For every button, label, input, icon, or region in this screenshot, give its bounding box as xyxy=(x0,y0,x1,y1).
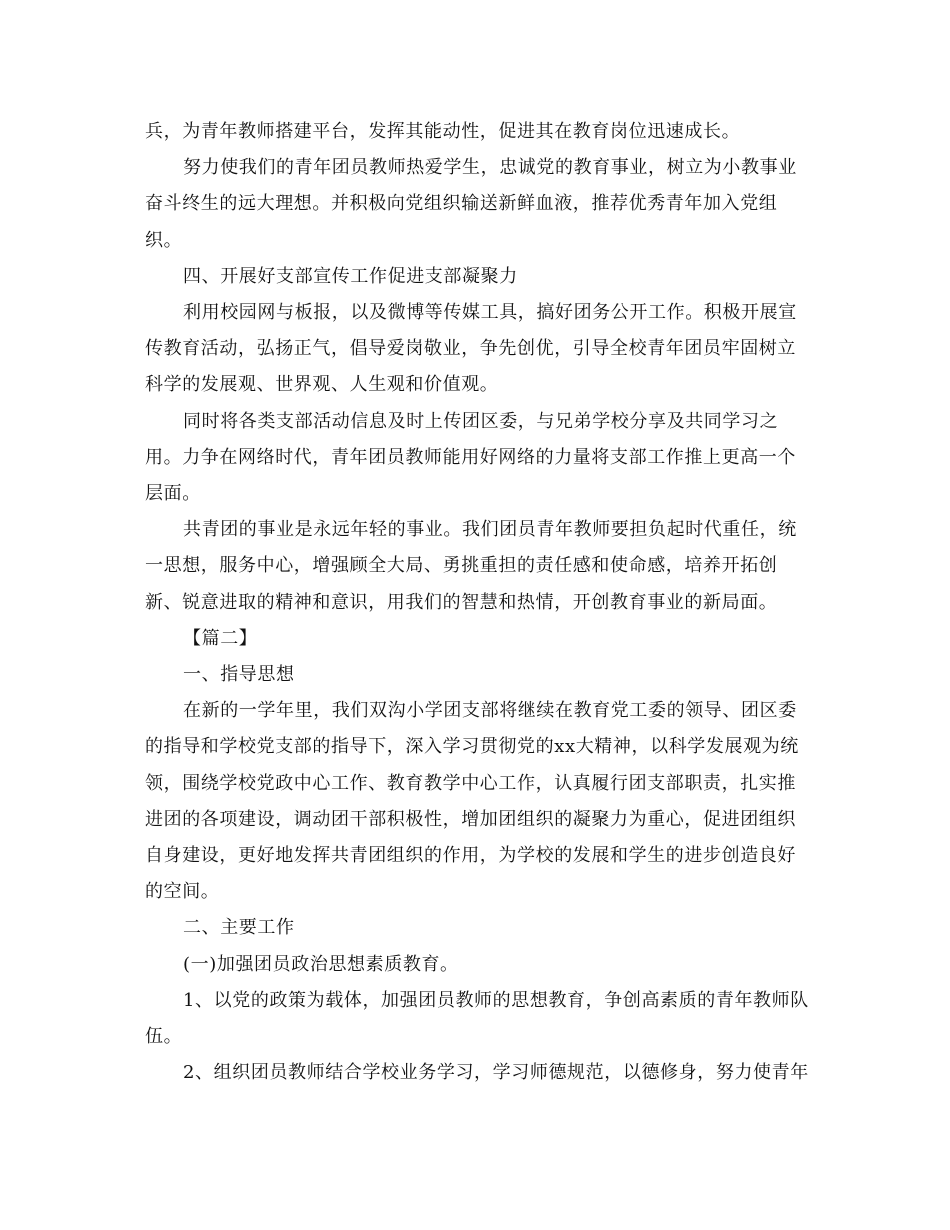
text-line: 利用校园网与板报，以及微博等传媒工具，搞好团务公开工作。积极开展宣 xyxy=(183,302,797,324)
text-line: 新、锐意进取的精神和意识，用我们的智慧和热情，开创教育事业的新局面。 xyxy=(145,591,778,613)
text-line: 在新的一学年里，我们双沟小学团支部将继续在教育党工委的领导、团区委 xyxy=(183,700,797,722)
text-line: 的空间。 xyxy=(145,881,220,903)
section-heading: 一、指导思想 xyxy=(183,664,295,686)
text-line: 自身建设，更好地发挥共青团组织的作用，为学校的发展和学生的进步创造良好 xyxy=(145,845,796,867)
text-line: 兵，为青年教师搭建平台，发挥其能动性，促进其在教育岗位迅速成长。 xyxy=(145,121,741,142)
subsection-heading: (一)加强团员政治思想素质教育。 xyxy=(183,953,459,975)
text-line: 1、以党的政策为载体，加强团员教师的思想教育，争创高素质的青年教师队 xyxy=(183,989,809,1011)
text-line: 科学的发展观、世界观、人生观和价值观。 xyxy=(145,374,499,396)
text-line: 用。力争在网络时代，青年团员教师能用好网络的力量将支部工作推上更高一个 xyxy=(145,446,796,468)
text-line: 努力使我们的青年团员教师热爱学生，忠诚党的教育事业，树立为小教事业 xyxy=(183,157,797,179)
text-line: 传教育活动，弘扬正气，倡导爱岗敬业，争先创优，引导全校青年团员牢固树立 xyxy=(145,338,796,360)
text-line: 领，围绕学校党政中心工作、教育教学中心工作，认真履行团支部职责，扎实推 xyxy=(145,772,796,794)
text-line: 层面。 xyxy=(145,483,201,505)
text-line: 伍。 xyxy=(145,1026,183,1048)
document-page xyxy=(145,114,815,1091)
text-line: 织。 xyxy=(145,229,183,251)
text-line: 一思想，服务中心，增强顾全大局、勇挑重担的责任感和使命感，培养开拓创 xyxy=(145,555,778,577)
text-line: 共青团的事业是永远年轻的事业。我们团员青年教师要担负起时代重任，统 xyxy=(183,519,797,541)
section-heading: 二、主要工作 xyxy=(183,917,295,939)
text-line: 的指导和学校党支部的指导下，深入学习贯彻党的xx大精神，以科学发展观为统 xyxy=(145,736,799,758)
text-line: 同时将各类支部活动信息及时上传团区委，与兄弟学校分享及共同学习之 xyxy=(183,410,779,432)
text-line: 奋斗终生的远大理想。并积极向党组织输送新鲜血液，推荐优秀青年加入党组 xyxy=(145,193,778,215)
section-heading: 四、开展好支部宣传工作促进支部凝聚力 xyxy=(183,265,518,287)
text-line: 进团的各项建设，调动团干部积极性，增加团组织的凝聚力为重心，促进团组织 xyxy=(145,808,796,830)
part-heading: 【篇二】 xyxy=(183,627,258,649)
text-line: 2、组织团员教师结合学校业务学习，学习师德规范，以德修身，努力使青年 xyxy=(183,1062,809,1084)
